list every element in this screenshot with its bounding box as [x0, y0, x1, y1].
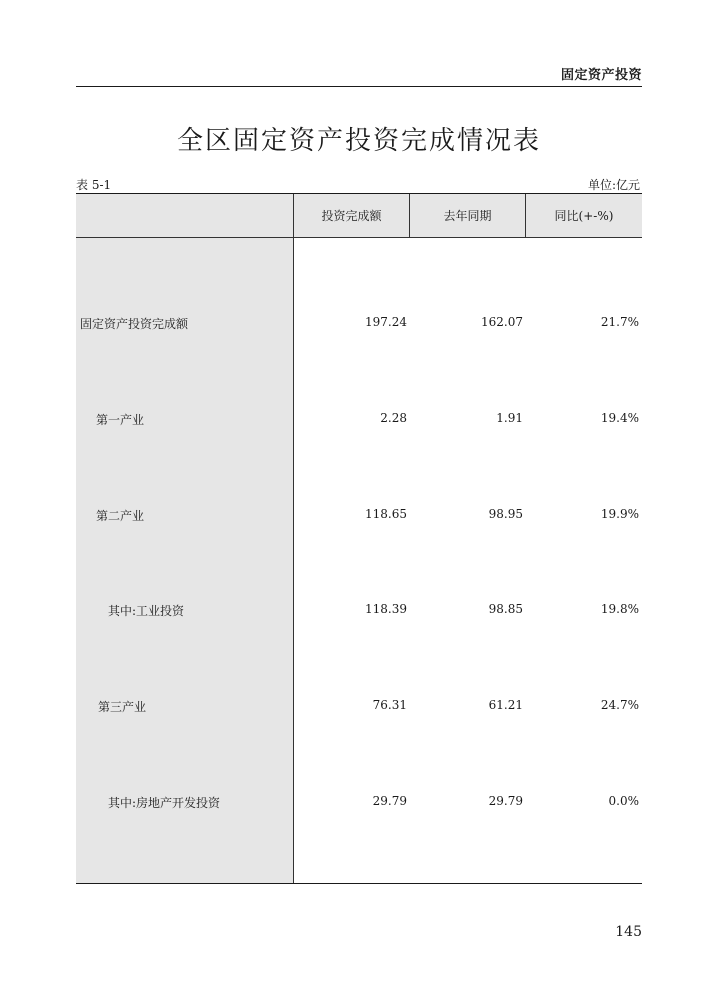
last-year-value: 29.79	[488, 794, 523, 808]
last-year-value: 98.85	[488, 602, 523, 616]
column-header-yoy: 同比(+-%)	[554, 209, 614, 223]
investment-value: 76.31	[372, 698, 407, 712]
last-year-value: 61.21	[488, 698, 523, 712]
column-header-investment: 投资完成额	[294, 194, 410, 238]
investment-value: 118.65	[365, 507, 407, 521]
header-rule	[76, 86, 642, 87]
column-header-last-year: 去年同期	[410, 194, 526, 238]
yoy-value: 19.9%	[600, 507, 639, 521]
yoy-value: 0.0%	[608, 794, 639, 808]
yoy-value: 21.7%	[600, 315, 639, 329]
yoy-value: 24.7%	[600, 698, 639, 712]
row-label: 其中:房地产开发投资	[108, 796, 221, 810]
page-title: 全区固定资产投资完成情况表	[176, 126, 541, 156]
row-label: 第二产业	[96, 509, 145, 523]
page-number: 145	[615, 924, 642, 940]
table-row	[76, 411, 642, 431]
yoy-value: 19.8%	[600, 602, 639, 616]
row-label: 固定资产投资完成额	[80, 317, 189, 331]
row-label: 其中:工业投资	[108, 604, 185, 618]
section-tag: 固定资产投资	[560, 68, 642, 83]
row-label: 第三产业	[98, 700, 147, 714]
table-row	[76, 698, 642, 718]
table-row	[76, 602, 642, 622]
unit-label: 单位:亿元	[587, 178, 640, 192]
investment-value: 118.39	[365, 602, 407, 616]
table-row	[76, 315, 642, 335]
table-row	[76, 794, 642, 814]
data-table	[76, 193, 642, 884]
investment-value: 2.28	[380, 411, 407, 425]
last-year-value: 162.07	[481, 315, 523, 329]
table-id: 表 5-1	[76, 178, 112, 192]
column-header-stub	[76, 194, 294, 238]
investment-value: 197.24	[365, 315, 407, 329]
table-header-row	[76, 194, 642, 238]
row-label: 第一产业	[96, 413, 145, 427]
last-year-value: 98.95	[488, 507, 523, 521]
last-year-value: 1.91	[496, 411, 523, 425]
yoy-value: 19.4%	[600, 411, 639, 425]
investment-value: 29.79	[372, 794, 407, 808]
table-row	[76, 507, 642, 527]
